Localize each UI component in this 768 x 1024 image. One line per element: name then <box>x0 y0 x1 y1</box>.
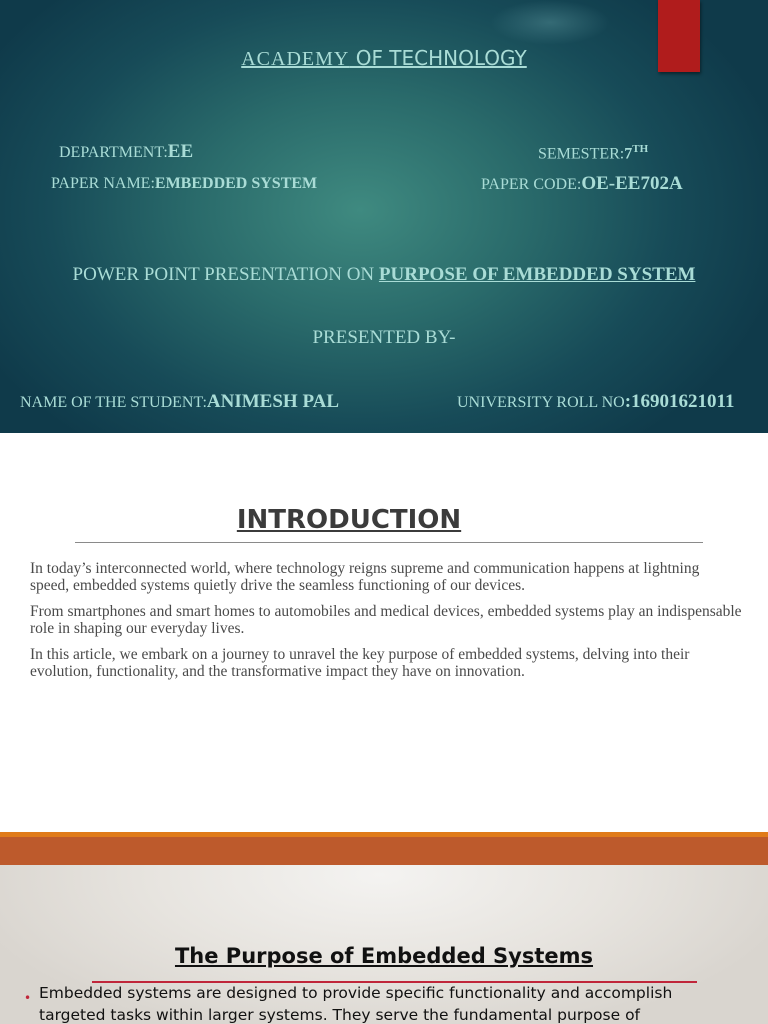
paper-code-line <box>481 173 683 195</box>
paper-name-line <box>51 175 317 193</box>
roll-value: :16901621011 <box>624 391 735 412</box>
semester-value: 7 <box>624 145 633 163</box>
roll-line <box>457 391 734 413</box>
semester-suffix: TH <box>632 143 649 155</box>
student-label: NAME OF THE STUDENT: <box>20 394 207 411</box>
paper-code-value: OE-EE702A <box>581 173 683 194</box>
paper-name-value: EMBEDDED SYSTEM <box>154 175 318 192</box>
institution-title <box>0 46 768 71</box>
presentation-title <box>0 264 768 286</box>
student-name: ANIMESH PAL <box>206 391 340 412</box>
bullet-marker: • <box>24 991 32 1005</box>
presentation-prefix: POWER POINT PRESENTATION ON <box>72 264 379 285</box>
background-glow <box>490 0 610 45</box>
department-label: DEPARTMENT: <box>59 144 168 161</box>
institution-title-part2: OF TECHNOLOGY <box>349 46 527 70</box>
purpose-bullet-text: Embedded systems are designed to provide specific functionality and accomplish targeted tasks within larger systems. They serve the fundamental purpose of <box>39 984 673 1024</box>
introduction-paragraph: In this article, we embark on a journey to unravel the key purpose of embedded systems, delving into their evolution, functionality, and the transformative impact they have on innovation. <box>30 646 690 680</box>
department-value: EE <box>167 141 194 162</box>
paper-code-label: PAPER CODE: <box>481 176 582 193</box>
slide-header-band <box>0 837 768 865</box>
purpose-title: The Purpose of Embedded Systems <box>174 944 594 968</box>
introduction-paragraph: In today’s interconnected world, where technology reigns supreme and communication happens at lightning speed, embedded systems quietly drive the seamless functioning of our devices. <box>30 560 700 594</box>
introduction-body <box>30 560 742 689</box>
introduction-title: INTRODUCTION <box>236 505 462 535</box>
presentation-topic: PURPOSE OF EMBEDDED SYSTEM <box>378 264 696 285</box>
paper-name-label: PAPER NAME: <box>51 175 155 192</box>
introduction-paragraph: From smartphones and smart homes to automobiles and medical devices, embedded systems play an indispensable role in shaping our everyday lives. <box>30 603 742 637</box>
presented-by: PRESENTED BY- <box>312 327 456 348</box>
roll-label: UNIVERSITY ROLL NO <box>457 394 625 411</box>
title-slide <box>0 0 768 433</box>
department-line <box>59 141 193 163</box>
semester-label: SEMESTER: <box>538 145 625 163</box>
introduction-slide <box>0 433 768 832</box>
purpose-slide <box>0 865 768 1024</box>
student-line <box>20 391 339 413</box>
semester-line <box>538 143 648 163</box>
institution-title-part1: ACADEMY <box>241 48 350 70</box>
title-divider <box>75 542 703 543</box>
